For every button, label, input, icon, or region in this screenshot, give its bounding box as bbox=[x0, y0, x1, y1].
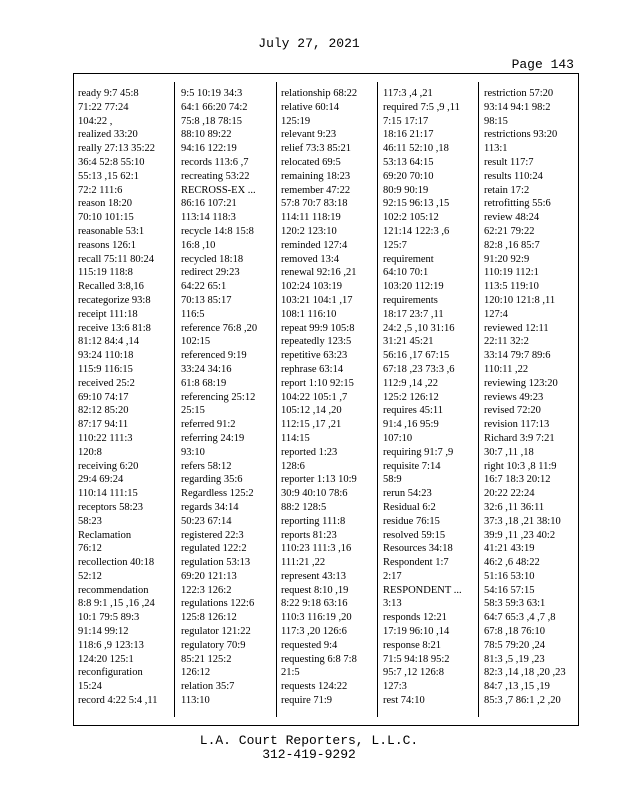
index-entry-line: 87:17 94:11 bbox=[78, 419, 129, 431]
index-entry-line: 113:10 bbox=[181, 695, 210, 707]
page-number: Page 143 bbox=[511, 57, 574, 72]
index-entry-line: 25:15 bbox=[181, 405, 205, 417]
index-entry-line: 103:21 104:1 ,17 bbox=[281, 294, 353, 306]
index-entry-line: 2:17 bbox=[383, 570, 402, 582]
index-entry-line: restrictions 93:20 bbox=[484, 129, 558, 141]
index-entry-line: 69:20 121:13 bbox=[181, 570, 237, 582]
transcript-date: July 27, 2021 bbox=[258, 36, 360, 51]
index-entry-line: 32:6 ,11 36:11 bbox=[484, 501, 545, 513]
index-entry-line: 113:1 bbox=[484, 143, 508, 155]
index-entry-line: received 25:2 bbox=[78, 377, 135, 389]
index-entry-line: 18:17 23:7 ,11 bbox=[383, 308, 444, 320]
index-entry-line: 30:9 40:10 78:6 bbox=[281, 488, 348, 500]
index-entry-line: 112:9 ,14 ,22 bbox=[383, 377, 439, 389]
index-entry-line: relative 60:14 bbox=[281, 101, 340, 113]
index-entry-line: 69:20 70:10 bbox=[383, 170, 434, 182]
index-entry-line: renewal 92:16 ,21 bbox=[281, 267, 357, 279]
index-entry-line: 22:11 32:2 bbox=[484, 336, 529, 348]
index-entry-line: 69:10 74:17 bbox=[78, 391, 129, 403]
index-entry-line: receptors 58:23 bbox=[78, 501, 144, 513]
index-entry-line: 3:13 bbox=[383, 598, 402, 610]
index-entry-line: 31:21 45:21 bbox=[383, 336, 434, 348]
index-entry-line: 75:8 ,18 78:15 bbox=[181, 115, 242, 127]
index-entry-line: 64:1 66:20 74:2 bbox=[181, 101, 248, 113]
index-entry-line: 125:7 bbox=[383, 239, 407, 251]
index-entry-line: reviews 49:23 bbox=[484, 391, 544, 403]
index-entry-line: relief 73:3 85:21 bbox=[281, 143, 351, 155]
index-entry-line: 80:9 90:19 bbox=[383, 184, 429, 196]
column-divider bbox=[276, 82, 277, 717]
index-entry-line: regulations 122:6 bbox=[181, 598, 255, 610]
index-entry-line: 81:12 84:4 ,14 bbox=[78, 336, 139, 348]
index-entry-line: 102:24 103:19 bbox=[281, 281, 342, 293]
index-entry-line: 112:15 ,17 ,21 bbox=[281, 419, 342, 431]
index-entry-line: result 117:7 bbox=[484, 156, 534, 168]
index-entry-line: redirect 29:23 bbox=[181, 267, 240, 279]
column-divider bbox=[174, 82, 175, 717]
index-entry-line: requiring 91:7 ,9 bbox=[383, 446, 454, 458]
index-entry-line: repetitive 63:23 bbox=[281, 350, 348, 362]
index-entry-line: requests 124:22 bbox=[281, 681, 348, 693]
index-entry-line: 104:22 105:1 ,7 bbox=[281, 391, 348, 403]
index-entry-line: repeatedly 123:5 bbox=[281, 336, 352, 348]
index-entry-line: 110:11 ,22 bbox=[484, 363, 529, 375]
index-entry-line: 113:5 119:10 bbox=[484, 281, 539, 293]
index-entry-line: 8:8 9:1 ,15 ,16 ,24 bbox=[78, 598, 155, 610]
index-entry-line: 127:3 bbox=[383, 681, 407, 693]
index-entry-line: 117:3 ,4 ,21 bbox=[383, 88, 433, 99]
index-entry-line: referring 24:19 bbox=[181, 432, 245, 444]
index-entry-line: 122:3 126:2 bbox=[181, 584, 232, 596]
index-entry-line: retain 17:2 bbox=[484, 184, 530, 196]
index-entry-line: 84:7 ,13 ,15 ,19 bbox=[484, 681, 550, 693]
index-entry-line: results 110:24 bbox=[484, 170, 543, 182]
index-column-1 bbox=[78, 87, 171, 717]
index-entry-line: 41:21 43:19 bbox=[484, 543, 535, 555]
index-entry-line: referencing 25:12 bbox=[181, 391, 256, 403]
index-entry-line: requirement bbox=[383, 253, 434, 265]
index-entry-line: 67:8 ,18 76:10 bbox=[484, 626, 545, 638]
index-entry-line: 110:19 112:1 bbox=[484, 267, 539, 279]
index-entry-line: requisite 7:14 bbox=[383, 460, 441, 472]
index-entry-line: reason 18:20 bbox=[78, 198, 132, 210]
index-entry-line: recommendation bbox=[78, 584, 149, 596]
index-entry-line: responds 12:21 bbox=[383, 612, 447, 624]
index-entry-line: 114:15 bbox=[281, 432, 310, 444]
index-entry-line: RESPONDENT ... bbox=[383, 584, 462, 596]
index-entry-line: 108:1 116:10 bbox=[281, 308, 337, 320]
index-entry-line: regulator 121:22 bbox=[181, 626, 251, 638]
index-entry-line: 52:12 bbox=[78, 570, 102, 582]
index-entry-line: 93:10 bbox=[181, 446, 205, 458]
word-index-frame bbox=[73, 73, 579, 726]
index-entry-line: rest 74:10 bbox=[383, 695, 425, 707]
index-entry-line: Respondent 1:7 bbox=[383, 557, 449, 569]
index-entry-line: report 1:10 92:15 bbox=[281, 377, 354, 389]
index-entry-line: recreating 53:22 bbox=[181, 170, 250, 182]
index-entry-line: registered 22:3 bbox=[181, 529, 244, 541]
index-entry-line: 120:2 123:10 bbox=[281, 225, 337, 237]
column-divider bbox=[377, 82, 378, 717]
index-column-5 bbox=[484, 87, 577, 717]
index-entry-line: restriction 57:20 bbox=[484, 88, 554, 99]
index-entry-line: reports 81:23 bbox=[281, 529, 337, 541]
index-entry-line: receive 13:6 81:8 bbox=[78, 322, 151, 334]
index-entry-line: 46:11 52:10 ,18 bbox=[383, 143, 449, 155]
index-entry-line: 21:5 bbox=[281, 667, 300, 679]
index-entry-line: 124:20 125:1 bbox=[78, 653, 134, 665]
index-entry-line: realized 33:20 bbox=[78, 129, 138, 141]
index-entry-line: 61:8 68:19 bbox=[181, 377, 227, 389]
index-entry-line: 70:10 101:15 bbox=[78, 212, 134, 224]
index-entry-line: 58:9 bbox=[383, 474, 402, 486]
index-entry-line: RECROSS-EX ... bbox=[181, 184, 256, 196]
index-entry-line: 62:21 79:22 bbox=[484, 225, 535, 237]
index-entry-line: refers 58:12 bbox=[181, 460, 232, 472]
index-entry-line: 110:23 111:3 ,16 bbox=[281, 543, 352, 555]
index-entry-line: request 8:10 ,19 bbox=[281, 584, 349, 596]
index-entry-line: residue 76:15 bbox=[383, 515, 440, 527]
index-entry-line: 104:22 , bbox=[78, 115, 113, 127]
index-entry-line: regards 34:14 bbox=[181, 501, 239, 513]
index-entry-line: resolved 59:15 bbox=[383, 529, 446, 541]
index-entry-line: 102:15 bbox=[181, 336, 211, 348]
index-entry-line: 76:12 bbox=[78, 543, 102, 555]
index-entry-line: repeat 99:9 105:8 bbox=[281, 322, 355, 334]
index-entry-line: 102:2 105:12 bbox=[383, 212, 439, 224]
index-entry-line: 93:24 110:18 bbox=[78, 350, 134, 362]
index-entry-line: revised 72:20 bbox=[484, 405, 541, 417]
index-entry-line: requested 9:4 bbox=[281, 639, 338, 651]
index-entry-line: relationship 68:22 bbox=[281, 88, 358, 99]
index-entry-line: 33:14 79:7 89:6 bbox=[484, 350, 551, 362]
index-entry-line: rephrase 63:14 bbox=[281, 363, 344, 375]
index-entry-line: 98:15 bbox=[484, 115, 508, 127]
index-entry-line: 86:16 107:21 bbox=[181, 198, 237, 210]
index-entry-line: required 7:5 ,9 ,11 bbox=[383, 101, 460, 113]
index-entry-line: 117:3 ,20 126:6 bbox=[281, 626, 347, 638]
index-entry-line: receipt 111:18 bbox=[78, 308, 138, 320]
index-entry-line: require 71:9 bbox=[281, 695, 333, 707]
index-entry-line: Regardless 125:2 bbox=[181, 488, 254, 500]
index-entry-line: 36:4 52:8 55:10 bbox=[78, 156, 145, 168]
index-entry-line: recycle 14:8 15:8 bbox=[181, 225, 254, 237]
index-entry-line: right 10:3 ,8 11:9 bbox=[484, 460, 557, 472]
index-entry-line: response 8:21 bbox=[383, 639, 442, 651]
index-entry-line: recategorize 93:8 bbox=[78, 294, 151, 306]
index-entry-line: 115:9 116:15 bbox=[78, 363, 133, 375]
index-entry-line: referenced 9:19 bbox=[181, 350, 247, 362]
index-entry-line: 85:21 125:2 bbox=[181, 653, 232, 665]
index-entry-line: 88:2 128:5 bbox=[281, 501, 327, 513]
index-entry-line: 110:3 116:19 ,20 bbox=[281, 612, 352, 624]
index-entry-line: 78:5 79:20 ,24 bbox=[484, 639, 545, 651]
index-entry-line: 118:6 ,9 123:13 bbox=[78, 639, 144, 651]
index-entry-line: 110:22 111:3 bbox=[78, 432, 133, 444]
index-entry-line: 103:20 112:19 bbox=[383, 281, 444, 293]
index-entry-line: receiving 6:20 bbox=[78, 460, 139, 472]
index-entry-line: 111:21 ,22 bbox=[281, 557, 326, 569]
index-entry-line: ready 9:7 45:8 bbox=[78, 88, 139, 99]
index-entry-line: record 4:22 5:4 ,11 bbox=[78, 695, 158, 707]
index-entry-line: 8:22 9:18 63:16 bbox=[281, 598, 348, 610]
index-entry-line: 64:7 65:3 ,4 ,7 ,8 bbox=[484, 612, 556, 624]
index-entry-line: revision 117:13 bbox=[484, 419, 550, 431]
index-entry-line: 93:14 94:1 98:2 bbox=[484, 101, 551, 113]
index-entry-line: 55:13 ,15 62:1 bbox=[78, 170, 139, 182]
index-entry-line: review 48:24 bbox=[484, 212, 540, 224]
index-entry-line: 72:2 111:6 bbox=[78, 184, 123, 196]
index-entry-line: 120:8 bbox=[78, 446, 102, 458]
index-entry-line: reviewing 123:20 bbox=[484, 377, 558, 389]
index-entry-line: 33:24 34:16 bbox=[181, 363, 232, 375]
index-entry-line: 81:3 ,5 ,19 ,23 bbox=[484, 653, 545, 665]
index-entry-line: reasonable 53:1 bbox=[78, 225, 145, 237]
index-entry-line: 110:14 111:15 bbox=[78, 488, 138, 500]
index-entry-line: 18:16 21:17 bbox=[383, 129, 434, 141]
index-entry-line: regulatory 70:9 bbox=[181, 639, 246, 651]
index-entry-line: recollection 40:18 bbox=[78, 557, 155, 569]
index-entry-line: relocated 69:5 bbox=[281, 156, 341, 168]
index-entry-line: regarding 35:6 bbox=[181, 474, 243, 486]
index-entry-line: 54:16 57:15 bbox=[484, 584, 535, 596]
index-entry-line: 71:22 77:24 bbox=[78, 101, 129, 113]
index-entry-line: 16:8 ,10 bbox=[181, 239, 216, 251]
index-entry-line: 7:15 17:17 bbox=[383, 115, 429, 127]
index-entry-line: really 27:13 35:22 bbox=[78, 143, 155, 155]
index-entry-line: rerun 54:23 bbox=[383, 488, 432, 500]
index-entry-line: reasons 126:1 bbox=[78, 239, 137, 251]
index-entry-line: 92:15 96:13 ,15 bbox=[383, 198, 450, 210]
index-entry-line: 15:24 bbox=[78, 681, 102, 693]
index-entry-line: Richard 3:9 7:21 bbox=[484, 432, 555, 444]
index-entry-line: 125:8 126:12 bbox=[181, 612, 237, 624]
index-entry-line: represent 43:13 bbox=[281, 570, 347, 582]
index-entry-line: 82:12 85:20 bbox=[78, 405, 129, 417]
index-entry-line: 126:12 bbox=[181, 667, 211, 679]
index-entry-line: Recalled 3:8,16 bbox=[78, 281, 144, 293]
index-entry-line: recall 75:11 80:24 bbox=[78, 253, 155, 265]
index-entry-line: relation 35:7 bbox=[181, 681, 235, 693]
index-entry-line: 116:5 bbox=[181, 308, 205, 320]
index-entry-line: 50:23 67:14 bbox=[181, 515, 232, 527]
index-entry-line: 88:10 89:22 bbox=[181, 129, 232, 141]
index-entry-line: 53:13 64:15 bbox=[383, 156, 434, 168]
index-entry-line: regulation 53:13 bbox=[181, 557, 251, 569]
index-entry-line: 85:3 ,7 86:1 ,2 ,20 bbox=[484, 695, 561, 707]
index-entry-line: 114:11 118:19 bbox=[281, 212, 341, 224]
index-entry-line: regulated 122:2 bbox=[181, 543, 247, 555]
index-column-3 bbox=[281, 87, 374, 717]
index-entry-line: 29:4 69:24 bbox=[78, 474, 124, 486]
index-entry-line: 94:16 122:19 bbox=[181, 143, 237, 155]
index-entry-line: records 113:6 ,7 bbox=[181, 156, 249, 168]
index-entry-line: removed 13:4 bbox=[281, 253, 340, 265]
index-entry-line: reminded 127:4 bbox=[281, 239, 348, 251]
index-entry-line: reported 1:23 bbox=[281, 446, 338, 458]
index-entry-line: 91:20 92:9 bbox=[484, 253, 530, 265]
index-entry-line: 20:22 22:24 bbox=[484, 488, 535, 500]
index-entry-line: requires 45:11 bbox=[383, 405, 443, 417]
index-entry-line: 37:3 ,18 ,21 38:10 bbox=[484, 515, 561, 527]
index-entry-line: remember 47:22 bbox=[281, 184, 351, 196]
index-entry-line: 64:10 70:1 bbox=[383, 267, 429, 279]
index-entry-line: 113:14 118:3 bbox=[181, 212, 236, 224]
index-entry-line: requirements bbox=[383, 294, 438, 306]
index-entry-line: 58:23 bbox=[78, 515, 102, 527]
index-entry-line: 91:4 ,16 95:9 bbox=[383, 419, 439, 431]
index-entry-line: 121:14 122:3 ,6 bbox=[383, 225, 450, 237]
index-entry-line: reporting 111:8 bbox=[281, 515, 346, 527]
index-entry-line: 67:18 ,23 73:3 ,6 bbox=[383, 363, 455, 375]
index-entry-line: Reclamation bbox=[78, 529, 132, 541]
index-entry-line: 115:19 118:8 bbox=[78, 267, 133, 279]
index-entry-line: retrofitting 55:6 bbox=[484, 198, 551, 210]
footer-company: L.A. Court Reporters, L.L.C. bbox=[199, 733, 419, 748]
index-entry-line: 58:3 59:3 63:1 bbox=[484, 598, 546, 610]
index-entry-line: 56:16 ,17 67:15 bbox=[383, 350, 450, 362]
index-entry-line: 82:8 ,16 85:7 bbox=[484, 239, 540, 251]
index-entry-line: 105:12 ,14 ,20 bbox=[281, 405, 342, 417]
index-entry-line: Resources 34:18 bbox=[383, 543, 453, 555]
index-entry-line: 46:2 ,6 48:22 bbox=[484, 557, 540, 569]
index-entry-line: reviewed 12:11 bbox=[484, 322, 549, 334]
index-entry-line: 91:14 99:12 bbox=[78, 626, 129, 638]
index-entry-line: 127:4 bbox=[484, 308, 508, 320]
index-entry-line: 30:7 ,11 ,18 bbox=[484, 446, 534, 458]
index-entry-line: requesting 6:8 7:8 bbox=[281, 653, 357, 665]
footer-phone: 312-419-9292 bbox=[262, 747, 356, 762]
index-entry-line: 57:8 70:7 83:18 bbox=[281, 198, 348, 210]
index-entry-line: 107:10 bbox=[383, 432, 413, 444]
index-entry-line: 128:6 bbox=[281, 460, 305, 472]
index-entry-line: 24:2 ,5 ,10 31:16 bbox=[383, 322, 455, 334]
index-entry-line: reporter 1:13 10:9 bbox=[281, 474, 357, 486]
index-entry-line: reference 76:8 ,20 bbox=[181, 322, 258, 334]
index-column-2 bbox=[181, 87, 274, 717]
index-column-4 bbox=[383, 87, 476, 717]
index-entry-line: 125:19 bbox=[281, 115, 311, 127]
index-entry-line: 120:10 121:8 ,11 bbox=[484, 294, 556, 306]
index-entry-line: referred 91:2 bbox=[181, 419, 236, 431]
index-entry-line: 17:19 96:10 ,14 bbox=[383, 626, 450, 638]
index-entry-line: 70:13 85:17 bbox=[181, 294, 232, 306]
index-entry-line: 39:9 ,11 ,23 40:2 bbox=[484, 529, 556, 541]
index-entry-line: 10:1 79:5 89:3 bbox=[78, 612, 140, 624]
column-divider bbox=[478, 82, 479, 717]
index-entry-line: 71:5 94:18 95:2 bbox=[383, 653, 450, 665]
index-entry-line: 51:16 53:10 bbox=[484, 570, 535, 582]
index-entry-line: reconfiguration bbox=[78, 667, 143, 679]
index-entry-line: 95:7 ,12 126:8 bbox=[383, 667, 444, 679]
index-entry-line: 9:5 10:19 34:3 bbox=[181, 88, 243, 99]
index-entry-line: remaining 18:23 bbox=[281, 170, 351, 182]
index-entry-line: recycled 18:18 bbox=[181, 253, 244, 265]
index-entry-line: 125:2 126:12 bbox=[383, 391, 439, 403]
index-entry-line: 16:7 18:3 20:12 bbox=[484, 474, 551, 486]
index-entry-line: 82:3 ,14 ,18 ,20 ,23 bbox=[484, 667, 566, 679]
index-entry-line: 64:22 65:1 bbox=[181, 281, 227, 293]
index-entry-line: relevant 9:23 bbox=[281, 129, 337, 141]
index-entry-line: Residual 6:2 bbox=[383, 501, 436, 513]
